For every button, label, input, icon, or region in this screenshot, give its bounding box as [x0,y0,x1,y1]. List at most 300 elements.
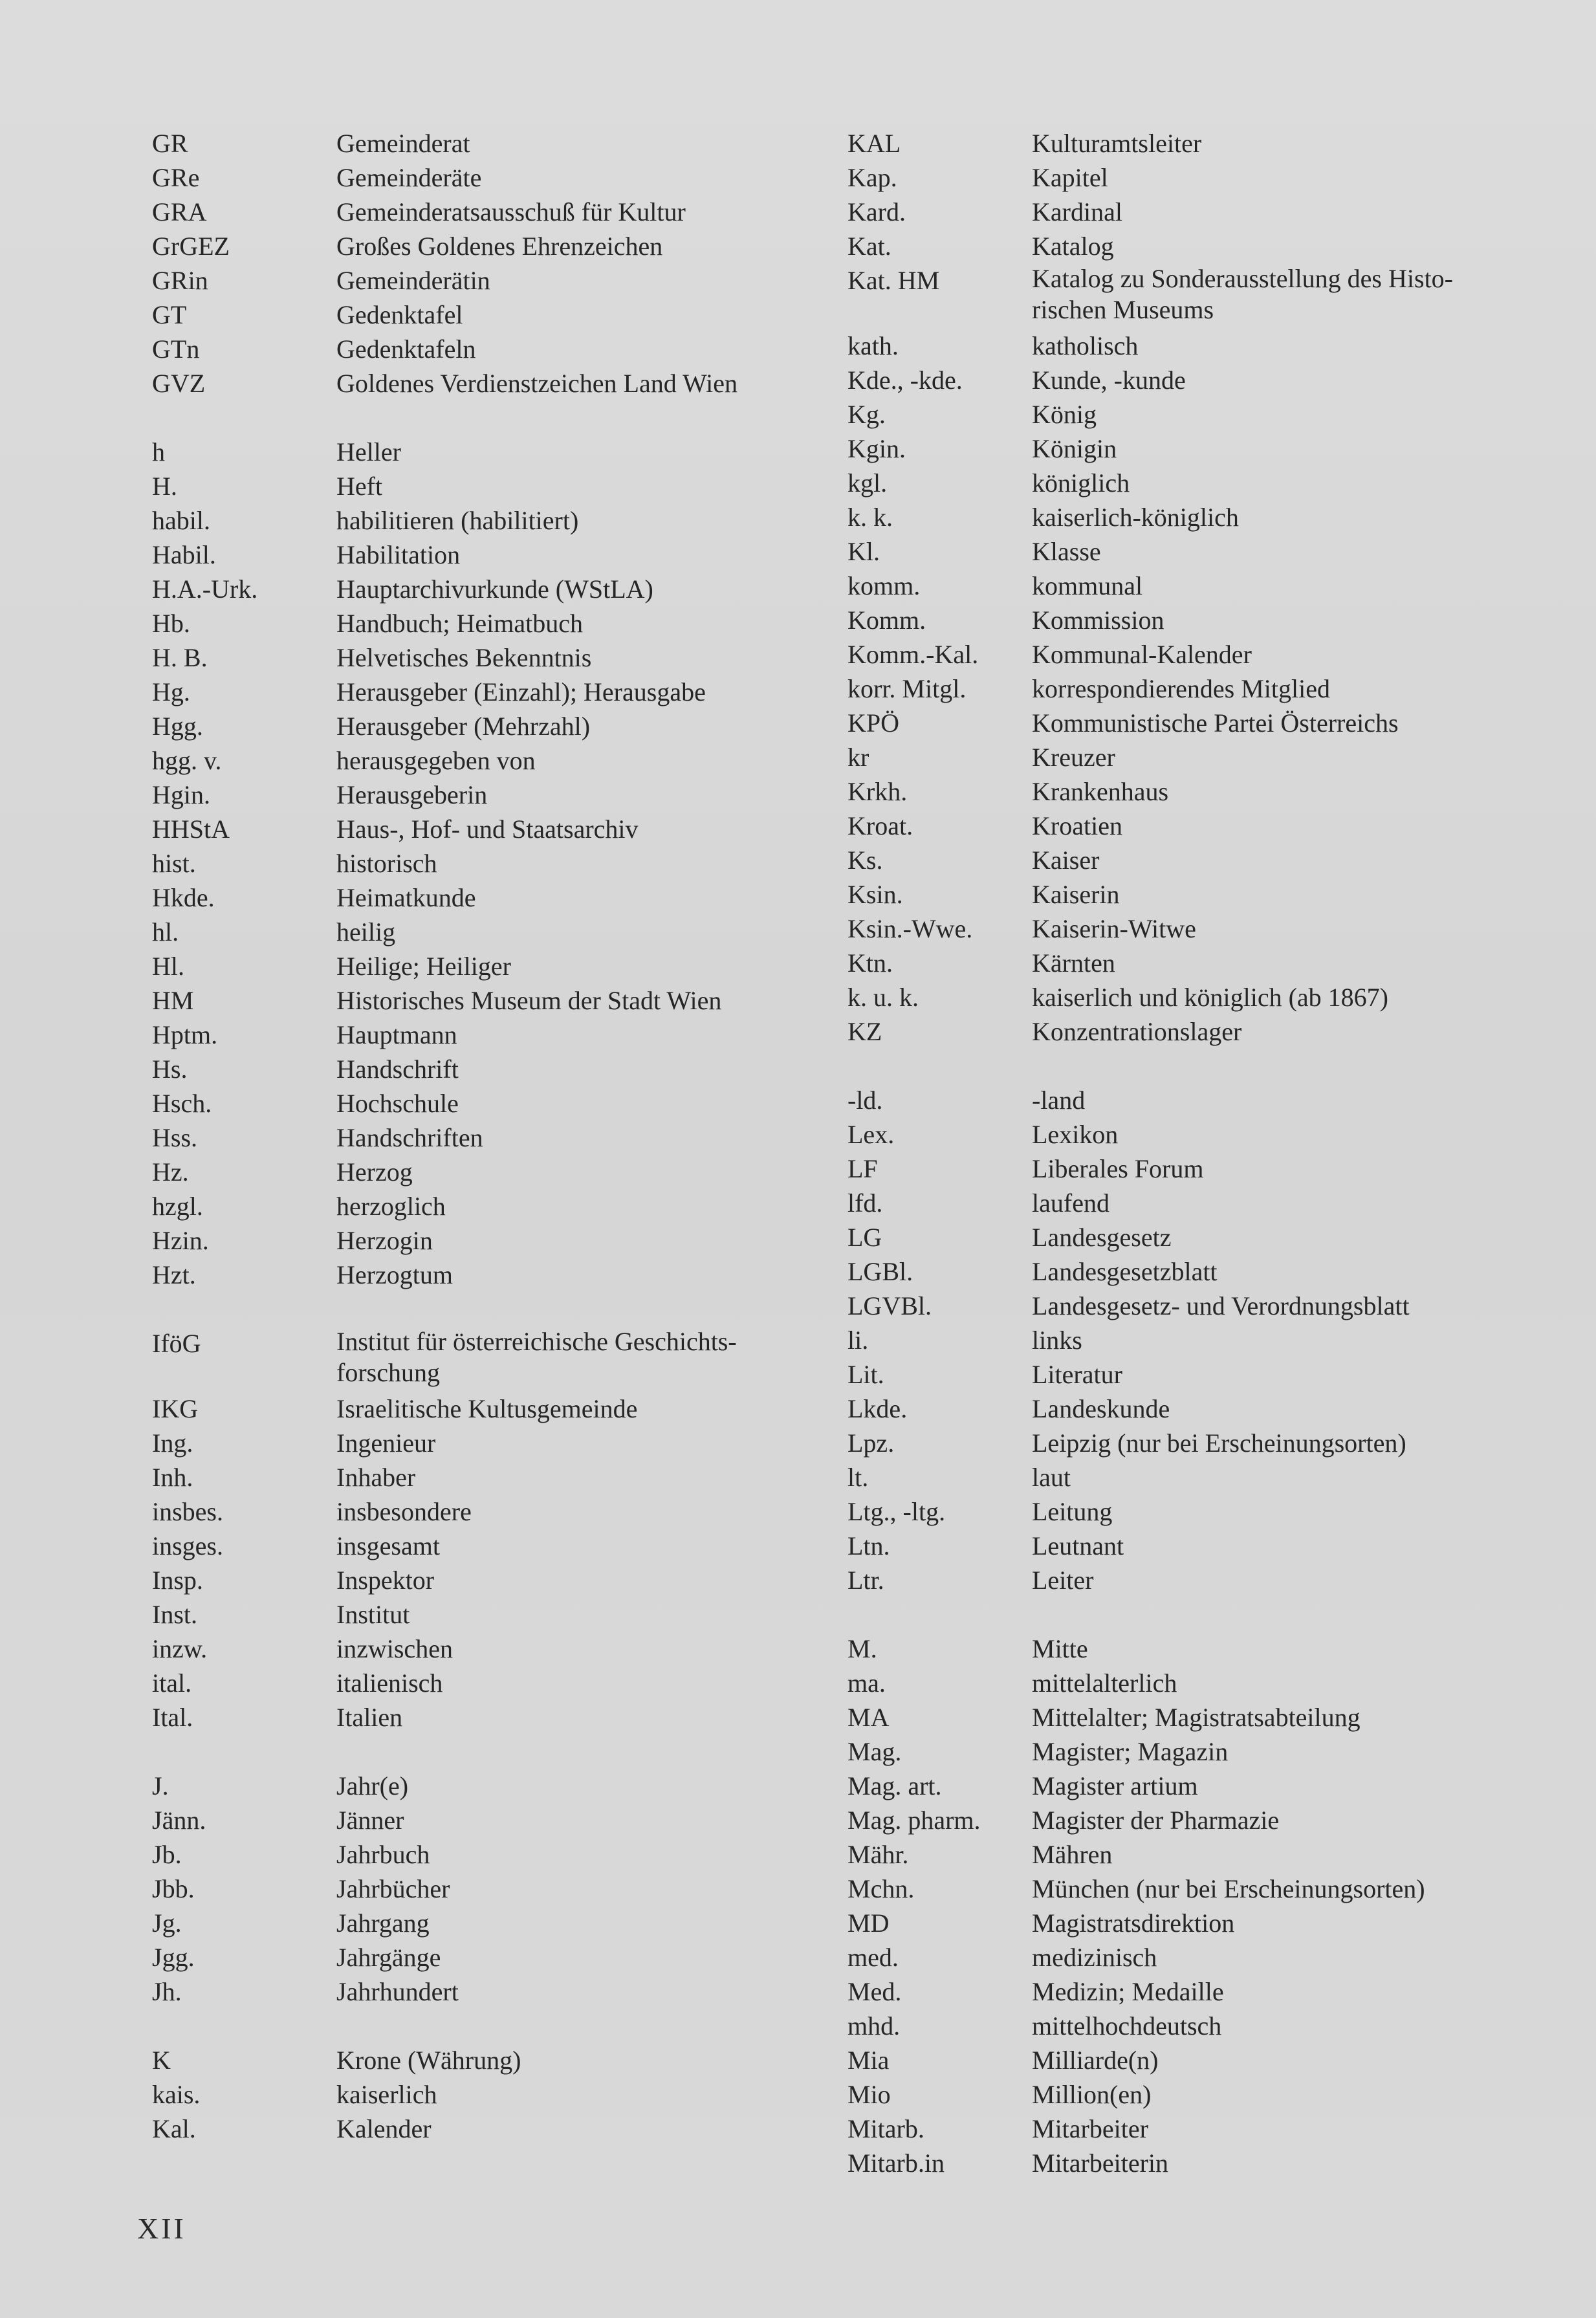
abbreviation-entry [152,743,883,778]
abbreviation-meaning: Gedenktafel [336,300,463,329]
abbreviation-entry [152,915,883,949]
abbreviation-meaning: Jahrgang [336,1908,430,1938]
abbreviation-term: Lit. [847,1360,884,1389]
abbreviation-entry [847,534,1572,569]
abbreviation-term: K [152,2046,171,2075]
abbreviation-term: Hkde. [152,883,215,912]
abbreviation-entry [847,1872,1572,1906]
abbreviation-term: J. [152,1771,169,1800]
abbreviation-entry [847,1392,1572,1426]
abbreviation-entry [152,160,883,195]
abbreviation-entry [847,1803,1572,1837]
abbreviation-entry [847,946,1572,980]
abbreviation-entry [152,846,883,880]
abbreviation-meaning: Großes Goldenes Ehrenzeichen [336,232,663,261]
abbreviation-term: Kat. HM [847,266,940,295]
abbreviation-entry [847,1734,1572,1769]
abbreviation-entry [152,1632,883,1666]
abbreviation-meaning: Kapitel [1032,163,1108,192]
abbreviation-entry [152,298,883,332]
abbreviation-entry [847,1254,1572,1289]
abbreviation-entry [152,1529,883,1563]
abbreviation-entry [847,1563,1572,1597]
abbreviation-meaning: Gedenktafeln [336,334,476,364]
abbreviation-entry [152,949,883,983]
abbreviation-entry [152,1426,883,1460]
abbreviation-entry [847,1837,1572,1872]
abbreviation-entry [847,672,1572,706]
abbreviation-entry [847,1289,1572,1323]
abbreviation-entry [152,606,883,640]
abbreviation-entry [152,1121,883,1155]
abbreviation-meaning: Magister der Pharmazie [1032,1806,1280,1835]
abbreviation-entry [847,740,1572,774]
abbreviation-meaning: Kardinal [1032,197,1122,226]
abbreviation-entry [152,983,883,1018]
abbreviation-meaning: Magistratsdirektion [1032,1908,1235,1938]
abbreviation-meaning: König [1032,400,1097,429]
abbreviation-term: hzgl. [152,1192,203,1221]
abbreviation-entry [152,1769,883,1803]
abbreviation-meaning: königlich [1032,468,1130,497]
abbreviation-term: Kl. [847,537,880,566]
abbreviation-meaning: Kulturamtsleiter [1032,129,1202,158]
abbreviation-term: k. k. [847,503,893,532]
abbreviation-term: Mitarb.in [847,2149,945,2178]
abbreviation-term: GR [152,129,188,158]
abbreviation-term: Jbb. [152,1874,195,1903]
abbreviation-term: Ks. [847,846,883,875]
abbreviation-entry [152,1326,883,1392]
abbreviation-meaning: Klasse [1032,537,1101,566]
abbreviation-entry [847,1529,1572,1563]
abbreviation-meaning: Kunde, -kunde [1032,366,1186,395]
abbreviation-term: M. [847,1634,877,1663]
abbreviation-entry [152,366,883,400]
abbreviation-meaning: Mähren [1032,1840,1113,1869]
abbreviation-meaning: Institut [336,1600,410,1629]
abbreviation-entry [847,1220,1572,1254]
abbreviation-term: LF [847,1154,878,1183]
abbreviation-meaning: Kaiserin [1032,880,1120,909]
abbreviation-meaning: Historisches Museum der Stadt Wien [336,986,722,1015]
abbreviation-entry [152,709,883,743]
abbreviation-term: Kgin. [847,434,906,463]
abbreviation-entry [152,1974,883,2009]
abbreviation-entry [847,912,1572,946]
abbreviation-term: H. [152,472,177,501]
abbreviation-entry [847,1186,1572,1220]
abbreviation-entry [152,1597,883,1632]
abbreviation-entry [152,1563,883,1597]
abbreviation-term: Mia [847,2046,890,2075]
abbreviation-entry [847,432,1572,466]
abbreviation-entry [847,2112,1572,2146]
abbreviation-term: Mio [847,2080,891,2109]
left-column [152,126,883,2180]
abbreviation-term: Ltr. [847,1566,884,1595]
abbreviation-meaning: Lexikon [1032,1120,1119,1149]
abbreviation-entry [847,1460,1572,1494]
abbreviation-entry [847,1152,1572,1186]
abbreviation-meaning: Handschriften [336,1123,483,1152]
abbreviation-term: Jh. [152,1977,182,2006]
abbreviation-meaning: habilitieren (habilitiert) [336,506,579,535]
abbreviation-entry [152,1872,883,1906]
abbreviation-meaning: Institut für österreichische Geschichts- forschung [336,1327,737,1387]
abbreviation-entry [152,1155,883,1189]
abbreviation-group [152,1326,883,1734]
abbreviation-meaning: Heimatkunde [336,883,476,912]
abbreviation-term: Hzt. [152,1260,196,1289]
abbreviation-term: Inst. [152,1600,197,1629]
abbreviation-entry [152,1494,883,1529]
abbreviation-group [847,1083,1572,1597]
abbreviation-term: Lpz. [847,1428,895,1458]
abbreviation-group [847,126,1572,1049]
abbreviation-entry [152,332,883,366]
abbreviation-term: GRin [152,266,208,295]
abbreviation-group [847,1632,1572,2180]
abbreviation-entry [847,2077,1572,2112]
abbreviation-term: mhd. [847,2011,901,2040]
abbreviation-term: Hgin. [152,780,210,809]
abbreviation-meaning: Kärnten [1032,948,1115,978]
abbreviation-entry [847,1666,1572,1700]
abbreviation-entry [847,1357,1572,1392]
abbreviation-meaning: Gemeinderätin [336,266,490,295]
abbreviation-meaning: Jahrgänge [336,1943,441,1972]
abbreviation-entry [847,809,1572,843]
abbreviation-entry [847,160,1572,195]
abbreviation-term: Hzin. [152,1226,209,1255]
abbreviation-meaning: Gemeinderat [336,129,470,158]
abbreviation-meaning: Jahr(e) [336,1771,409,1800]
abbreviation-entry [847,263,1572,329]
abbreviation-term: Med. [847,1977,902,2006]
abbreviation-entry [847,397,1572,432]
abbreviation-term: habil. [152,506,210,535]
abbreviation-term: ital. [152,1668,192,1698]
abbreviation-term: Hs. [152,1055,188,1084]
abbreviation-meaning: Mitte [1032,1634,1088,1663]
abbreviation-term: Hb. [152,609,190,638]
abbreviation-term: Jb. [152,1840,182,1869]
abbreviation-term: Mag. pharm. [847,1806,981,1835]
abbreviation-meaning: Goldenes Verdienstzeichen Land Wien [336,369,738,398]
right-column [847,126,1572,2214]
abbreviation-meaning: Heller [336,437,401,466]
abbreviation-meaning: Landesgesetz- und Verordnungsblatt [1032,1291,1410,1320]
abbreviation-term: GrGEZ [152,232,230,261]
abbreviation-meaning: Kaiserin-Witwe [1032,914,1196,943]
abbreviation-meaning: Jahrbuch [336,1840,430,1869]
abbreviation-entry [847,1014,1572,1049]
abbreviation-term: Ksin.-Wwe. [847,914,973,943]
abbreviation-meaning: Handschrift [336,1055,459,1084]
abbreviation-meaning: Kroatien [1032,811,1122,840]
abbreviation-entry [152,263,883,298]
abbreviation-term: Lkde. [847,1394,908,1423]
abbreviation-entry [152,503,883,538]
abbreviation-term: Hptm. [152,1020,218,1049]
abbreviation-term: kais. [152,2080,201,2109]
abbreviation-entry [847,1117,1572,1152]
abbreviation-entry [152,126,883,160]
abbreviation-term: komm. [847,571,921,600]
abbreviation-entry [152,195,883,229]
abbreviation-meaning: inzwischen [336,1634,453,1663]
abbreviation-term: Kg. [847,400,886,429]
abbreviation-term: Hsch. [152,1089,212,1118]
abbreviation-entry [152,1940,883,1974]
abbreviation-term: Ktn. [847,948,893,978]
abbreviation-term: Kap. [847,163,897,192]
abbreviation-meaning: herzoglich [336,1192,446,1221]
abbreviation-term: Kal. [152,2114,196,2143]
abbreviation-meaning: katholisch [1032,331,1139,360]
abbreviation-term: Habil. [152,540,216,569]
abbreviation-term: MA [847,1703,890,1732]
abbreviation-entry [847,1769,1572,1803]
abbreviation-meaning: Kalender [336,2114,432,2143]
abbreviation-term: GTn [152,334,200,364]
abbreviation-term: Lex. [847,1120,895,1149]
abbreviation-term: Mag. art. [847,1771,942,1800]
abbreviation-term: GT [152,300,187,329]
abbreviation-meaning: historisch [336,849,437,878]
abbreviation-entry [847,1323,1572,1357]
abbreviation-entry [152,778,883,812]
abbreviation-entry [847,466,1572,500]
abbreviation-term: Mitarb. [847,2114,924,2143]
abbreviation-meaning: Jänner [336,1806,404,1835]
abbreviation-term: hgg. v. [152,746,222,775]
abbreviation-term: Kde., -kde. [847,366,963,395]
abbreviation-meaning: mittelalterlich [1032,1668,1177,1698]
abbreviation-term: hist. [152,849,196,878]
abbreviation-meaning: Herausgeber (Mehrzahl) [336,712,591,741]
abbreviation-meaning: Kommunal-Kalender [1032,640,1252,669]
abbreviation-entry [847,2146,1572,2180]
abbreviation-term: inzw. [152,1634,208,1663]
abbreviation-meaning: Helvetisches Bekenntnis [336,643,592,672]
abbreviation-term: Inh. [152,1463,193,1492]
abbreviation-term: KPÖ [847,708,900,738]
abbreviation-term: Kard. [847,197,906,226]
abbreviation-entry [152,1086,883,1121]
abbreviation-meaning: Hauptmann [336,1020,457,1049]
abbreviation-meaning: Krankenhaus [1032,777,1169,806]
abbreviation-entry [152,1700,883,1734]
abbreviation-term: Ksin. [847,880,903,909]
abbreviation-entry [152,229,883,263]
abbreviation-entry [152,675,883,709]
abbreviation-meaning: Haus-, Hof- und Staatsarchiv [336,815,639,844]
abbreviation-term: Komm. [847,606,926,635]
abbreviation-meaning: Mitarbeiterin [1032,2149,1169,2178]
abbreviation-entry [152,1052,883,1086]
abbreviation-term: Jänn. [152,1806,206,1835]
abbreviation-meaning: Leipzig (nur bei Erscheinungsorten) [1032,1428,1406,1458]
abbreviation-entry [152,640,883,675]
abbreviation-entry [847,706,1572,740]
abbreviation-meaning: Konzentrationslager [1032,1017,1242,1046]
abbreviation-entry [152,1018,883,1052]
abbreviation-meaning: Ingenieur [336,1428,436,1458]
abbreviation-term: LG [847,1223,882,1252]
abbreviation-entry [152,469,883,503]
abbreviation-entry [152,2043,883,2077]
abbreviation-term: Mchn. [847,1874,915,1903]
abbreviation-meaning: Gemeinderäte [336,163,482,192]
abbreviation-term: KAL [847,129,901,158]
abbreviation-entry [152,2077,883,2112]
abbreviation-meaning: Herzogin [336,1226,433,1255]
abbreviation-term: LGVBl. [847,1291,932,1320]
abbreviation-term: med. [847,1943,899,1972]
abbreviation-meaning: Herausgeberin [336,780,488,809]
abbreviation-meaning: Kreuzer [1032,743,1115,772]
abbreviation-entry [847,1632,1572,1666]
abbreviation-term: k. u. k. [847,983,919,1012]
abbreviation-meaning: Hauptarchivurkunde (WStLA) [336,574,653,604]
abbreviation-term: H.A.-Urk. [152,574,258,604]
abbreviation-term: Kroat. [847,811,913,840]
abbreviation-entry [847,774,1572,809]
abbreviation-entry [847,329,1572,363]
abbreviation-meaning: Medizin; Medaille [1032,1977,1224,2006]
abbreviation-meaning: kommunal [1032,571,1143,600]
abbreviation-entry [152,1803,883,1837]
abbreviation-term: HM [152,986,194,1015]
abbreviation-term: li. [847,1326,869,1355]
abbreviation-meaning: München (nur bei Erscheinungsorten) [1032,1874,1425,1903]
abbreviation-term: Hg. [152,677,190,706]
abbreviation-meaning: Kaiser [1032,846,1100,875]
abbreviation-meaning: Jahrhundert [336,1977,459,2006]
abbreviation-term: ma. [847,1668,886,1698]
abbreviation-entry [152,880,883,915]
abbreviation-term: -ld. [847,1086,883,1115]
abbreviation-entry [847,980,1572,1014]
page-number: XII [137,2212,186,2245]
abbreviation-meaning: Krone (Währung) [336,2046,521,2075]
abbreviation-meaning: Inhaber [336,1463,416,1492]
abbreviation-entry [152,1906,883,1940]
abbreviation-term: Insp. [152,1566,203,1595]
abbreviation-meaning: Landeskunde [1032,1394,1170,1423]
abbreviation-meaning: Habilitation [336,540,461,569]
abbreviation-meaning: Hochschule [336,1089,459,1118]
abbreviation-entry [847,2009,1572,2043]
abbreviation-meaning: laufend [1032,1188,1110,1218]
abbreviation-meaning: Landesgesetzblatt [1032,1257,1218,1286]
abbreviation-meaning: Königin [1032,434,1117,463]
abbreviation-meaning: Mitarbeiter [1032,2114,1148,2143]
abbreviation-group [152,126,883,400]
abbreviation-group [152,2043,883,2146]
abbreviation-entry [152,1258,883,1292]
abbreviation-meaning: Inspektor [336,1566,435,1595]
abbreviation-term: Mag. [847,1737,902,1766]
abbreviation-meaning: herausgegeben von [336,746,536,775]
abbreviation-term: IKG [152,1394,199,1423]
abbreviation-meaning: kaiserlich und königlich (ab 1867) [1032,983,1388,1012]
abbreviation-entry [152,435,883,469]
abbreviation-meaning: kaiserlich [336,2080,437,2109]
abbreviation-term: Ltn. [847,1531,890,1560]
abbreviation-meaning: Katalog zu Sonderausstellung des Histo- rischen Museums [1032,264,1453,324]
abbreviation-entry [847,1426,1572,1460]
abbreviation-meaning: Magister artium [1032,1771,1198,1800]
abbreviation-term: Hl. [152,952,184,981]
abbreviation-entry [847,1906,1572,1940]
abbreviation-meaning: Israelitische Kultusgemeinde [336,1394,638,1423]
abbreviation-entry [847,1083,1572,1117]
abbreviation-term: LGBl. [847,1257,913,1286]
abbreviation-entry [152,1666,883,1700]
abbreviation-entry [847,229,1572,263]
abbreviation-meaning: insbesondere [336,1497,472,1526]
abbreviation-term: Komm.-Kal. [847,640,979,669]
abbreviation-entry [847,1974,1572,2009]
abbreviation-term: GRe [152,163,200,192]
abbreviation-entry [152,812,883,846]
abbreviation-meaning: Kommission [1032,606,1164,635]
abbreviation-term: GRA [152,197,207,226]
abbreviation-term: Hz. [152,1157,189,1186]
abbreviation-entry [847,843,1572,877]
abbreviation-entry [152,1460,883,1494]
abbreviation-term: insges. [152,1531,223,1560]
abbreviation-meaning: kaiserlich-königlich [1032,503,1239,532]
abbreviation-term: MD [847,1908,890,1938]
abbreviation-meaning: -land [1032,1086,1086,1115]
abbreviation-meaning: Leiter [1032,1566,1094,1595]
abbreviation-group [152,1769,883,2009]
abbreviation-term: Hgg. [152,712,203,741]
abbreviation-group [152,435,883,1292]
abbreviation-meaning: Herausgeber (Einzahl); Herausgabe [336,677,706,706]
abbreviation-meaning: Magister; Magazin [1032,1737,1229,1766]
abbreviation-term: Kat. [847,232,891,261]
abbreviation-meaning: italienisch [336,1668,443,1698]
abbreviation-meaning: links [1032,1326,1082,1355]
abbreviation-entry [152,572,883,606]
abbreviation-term: Ing. [152,1428,193,1458]
abbreviation-entry [847,500,1572,534]
abbreviation-term: hl. [152,917,179,946]
abbreviation-meaning: Heft [336,472,383,501]
abbreviation-term: kr [847,743,869,772]
abbreviation-entry [152,538,883,572]
abbreviation-entry [847,1494,1572,1529]
abbreviation-meaning: medizinisch [1032,1943,1157,1972]
abbreviation-term: GVZ [152,369,206,398]
abbreviation-meaning: Jahrbücher [336,1874,450,1903]
abbreviation-meaning: Mittelalter; Magistratsabteilung [1032,1703,1361,1732]
abbreviation-term: Hss. [152,1123,198,1152]
abbreviation-term: kath. [847,331,899,360]
abbreviation-meaning: heilig [336,917,396,946]
abbreviation-term: HHStA [152,815,230,844]
abbreviation-entry [152,1837,883,1872]
abbreviation-entry [847,363,1572,397]
abbreviation-entry [152,1223,883,1258]
abbreviation-meaning: Leitung [1032,1497,1113,1526]
abbreviation-term: Mähr. [847,1840,909,1869]
